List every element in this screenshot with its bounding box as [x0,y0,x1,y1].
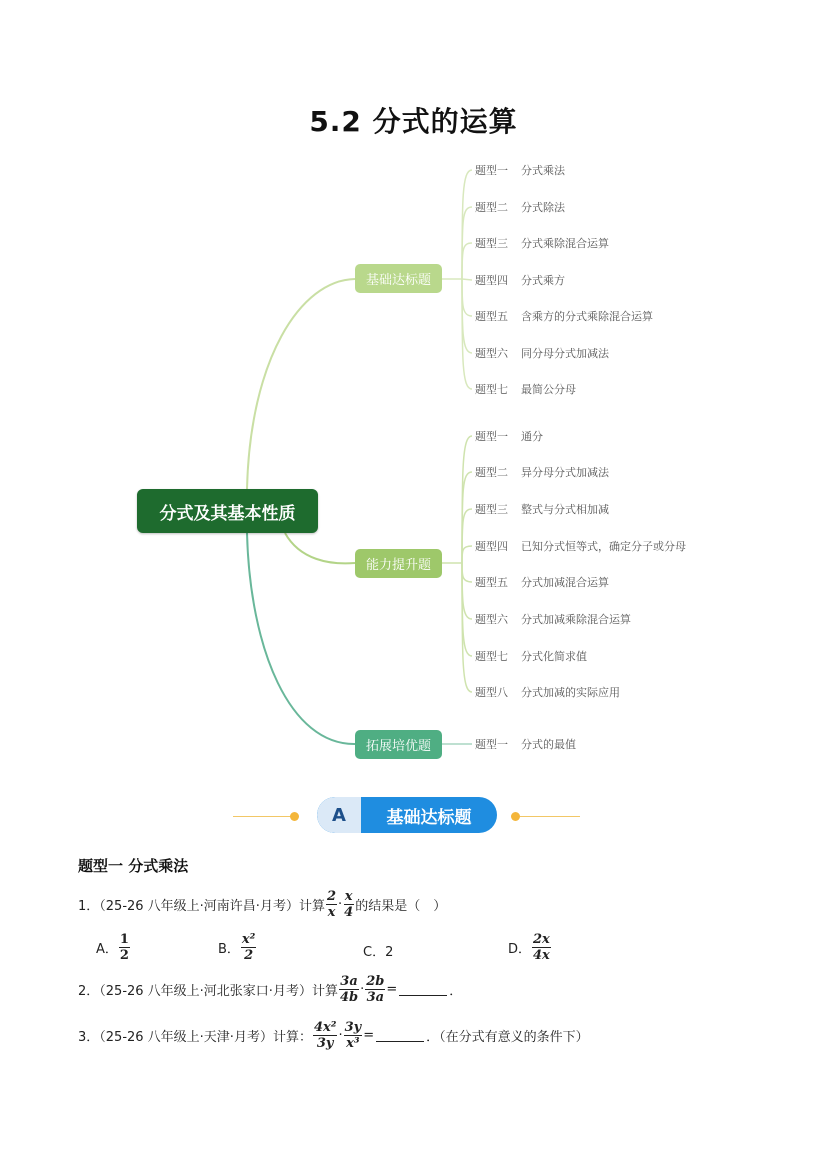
section-heading: 题型一 分式乘法 [78,857,189,875]
leaf-item: 题型八 分式加减的实际应用 [475,686,620,699]
fraction: $\frac{\text{4x²}}{3y}$ [313,1020,337,1051]
fraction: $\frac{2}{x}$ [326,889,336,920]
question-3: 3．（25-26 八年级上·天津·月考）计算： $\frac{\text{4x²}}{3y}$ · $\frac{3y}{\text{x³}}$ = ．（在分式有意义的条件下） [78,1020,589,1051]
leaf-item: 题型二 分式除法 [475,201,565,214]
fraction: $\frac{3a}{4b}$ [339,974,359,1005]
fraction: $\frac{2x}{4x}$ [533,932,550,963]
leaf-item: 题型二 异分母分式加减法 [475,466,609,479]
branch-advanced: 能力提升题 [355,549,442,578]
answer-blank[interactable] [376,1029,424,1042]
page-title: 5.2 分式的运算 [309,105,518,138]
leaf-item: 题型六 分式加减乘除混合运算 [475,613,631,626]
leaf-item: 题型七 分式化简求值 [475,650,587,663]
question-2: 2．（25-26 八年级上·河北张家口·月考）计算 $\frac{3a}{4b}$ · $\frac{2b}{3a}$ = ． [78,974,463,1005]
option-c[interactable]: C．2 [363,945,394,960]
banner-line-right [520,816,580,817]
leaf-item: 题型四 已知分式恒等式，确定分子或分母 [475,540,686,553]
banner-letter: A [317,797,361,833]
fraction: $\frac{3y}{\text{x³}}$ [344,1020,362,1051]
leaf-item: 题型三 整式与分式相加减 [475,503,609,516]
fraction: $\frac{\text{x²}}{2}$ [241,932,256,963]
question-1: 1．（25-26 八年级上·河南许昌·月考）计算 $\frac{2}{x}$ · $\frac{x}{4}$ 的结果是（ ） [78,889,447,920]
leaf-item: 题型四 分式乘方 [475,274,565,287]
fraction: $\frac{1}{2}$ [119,932,129,963]
banner-pill [317,797,497,833]
fraction: $\frac{x}{4}$ [344,889,354,920]
leaf-item: 题型一 通分 [475,430,543,443]
leaf-item: 题型六 同分母分式加减法 [475,347,609,360]
banner-dot-left [290,812,299,821]
leaf-item: 题型五 分式加减混合运算 [475,576,609,589]
leaf-item: 题型五 含乘方的分式乘除混合运算 [475,310,653,323]
option-b[interactable]: B． $\frac{\text{x²}}{2}$ [218,932,256,963]
answer-blank[interactable] [399,983,447,996]
fraction: $\frac{2b}{3a}$ [366,974,385,1005]
option-a[interactable]: A． $\frac{1}{2}$ [96,932,129,963]
leaf-item: 题型七 最简公分母 [475,383,576,396]
banner-label: 基础达标题 [386,807,472,828]
section-banner [233,797,593,835]
leaf-item: 题型一 分式的最值 [475,738,576,751]
branch-basic: 基础达标题 [355,264,442,293]
option-d[interactable]: D． $\frac{2x}{4x}$ [508,932,550,963]
banner-line-left [233,816,293,817]
leaf-item: 题型一 分式乘法 [475,164,565,177]
leaf-item: 题型三 分式乘除混合运算 [475,237,609,250]
mindmap-root: 分式及其基本性质 [137,489,318,533]
branch-extension: 拓展培优题 [355,730,442,759]
banner-dot-right [511,812,520,821]
